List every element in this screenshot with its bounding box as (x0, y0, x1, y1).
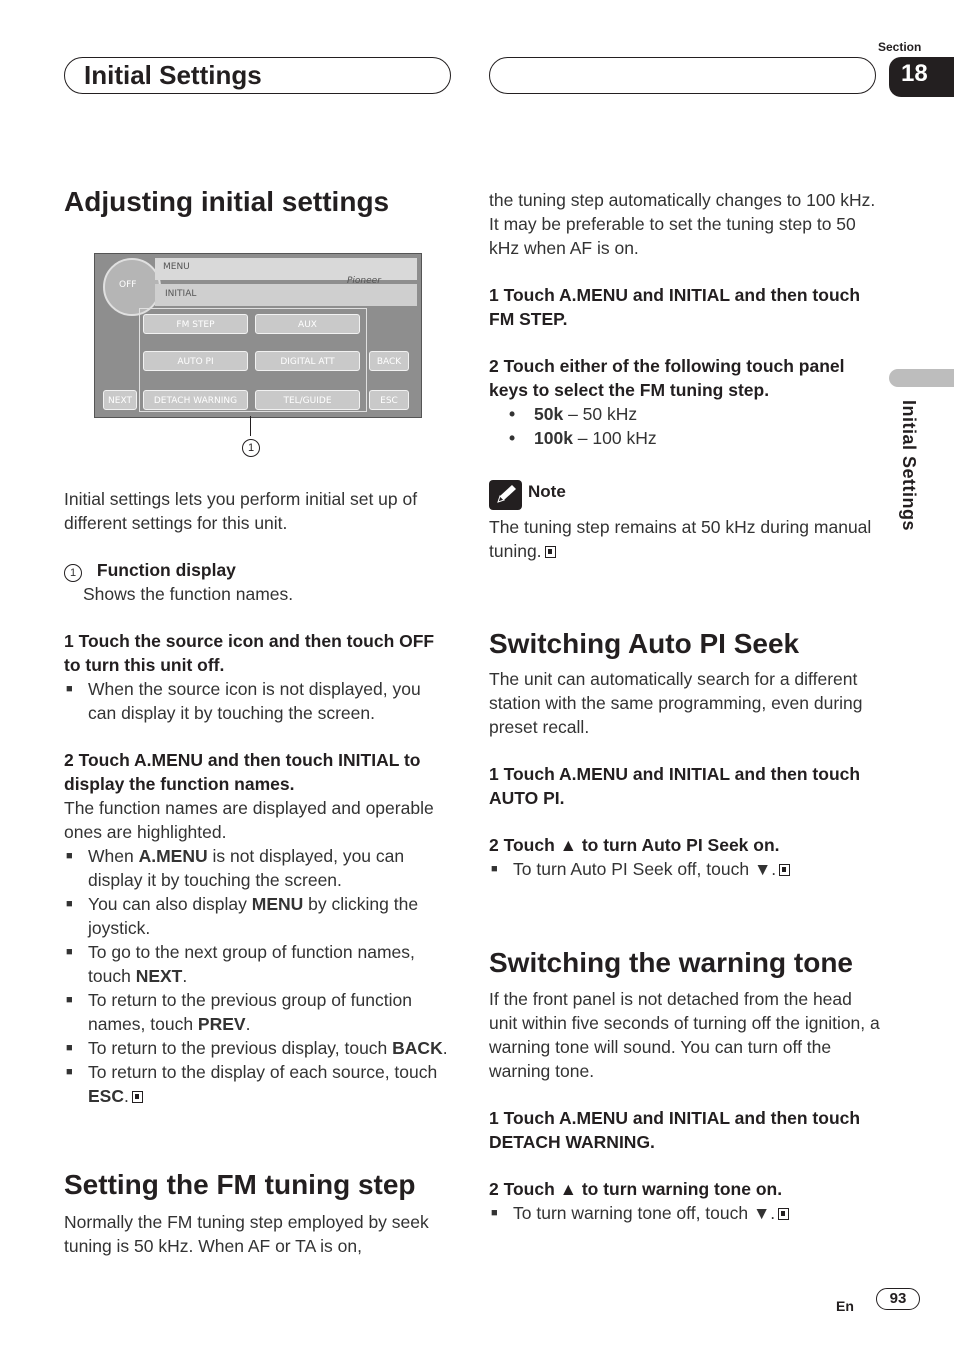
header-title: Initial Settings (84, 60, 262, 90)
end-mark-icon (132, 1091, 143, 1103)
note-pencil-icon (489, 480, 522, 510)
next-button[interactable]: NEXT (103, 390, 137, 410)
screen-initial-label: INITIAL (165, 289, 197, 299)
right-column-text (489, 188, 881, 450)
auto-pi-bullet: ■ To turn Auto PI Seek off, touch ▼. (489, 857, 881, 881)
heading-warning-tone: Switching the warning tone (489, 947, 853, 978)
bullet-next: ■ To go to the next group of function names, touch NEXT. (64, 940, 452, 988)
footer-lang: En (836, 1298, 854, 1314)
option-50k: • 50k – 50 kHz (489, 402, 881, 426)
screen-off-label: OFF (119, 280, 137, 290)
fm-paragraph: Normally the FM tuning step employed by seek tuning is 50 kHz. When AF or TA is on, (64, 1212, 429, 1256)
back-button[interactable]: BACK (369, 351, 409, 371)
heading-adjusting-initial-settings: Adjusting initial settings (64, 186, 390, 217)
auto-pi-button[interactable]: AUTO PI (143, 351, 248, 371)
section-number: 18 (889, 57, 954, 97)
heading-auto-pi-seek: Switching Auto PI Seek (489, 628, 800, 659)
function-display-item: 1 Function display (64, 558, 452, 582)
step-1: 1 Touch the source icon and then touch OFF to turn this unit off. (64, 631, 435, 675)
end-mark-icon (779, 864, 790, 876)
step-1-bullet: ■ When the source icon is not displayed, you can display it by touching the screen. (64, 677, 452, 725)
warning-step-1: 1 Touch A.MENU and INITIAL and then touch DETACH WARNING. (489, 1108, 861, 1152)
section-label: Section (878, 40, 922, 54)
header-empty-pill (489, 57, 876, 94)
fm-step-1: 1 Touch A.MENU and INITIAL and then touch FM STEP. (489, 285, 861, 329)
fm-continued: the tuning step automatically changes to 100 kHz. It may be preferable to set the tuning step to 50 kHz when AF is on. (489, 190, 876, 258)
initial-settings-screen (94, 253, 422, 418)
fm-step-2: 2 Touch either of the following touch panel keys to select the FM tuning step. (489, 356, 845, 400)
detach-warning-button[interactable]: DETACH WARNING (143, 390, 248, 410)
callout-number: 1 (242, 438, 260, 457)
side-label: Initial Settings (899, 400, 919, 532)
esc-button[interactable]: ESC (369, 390, 409, 410)
warning-step-2: 2 Touch ▲ to turn warning tone on. (489, 1179, 783, 1199)
heading-fm-tuning-step: Setting the FM tuning step (64, 1169, 416, 1200)
left-column-text (64, 487, 452, 1108)
warning-tone-section (489, 987, 881, 1225)
note-text: The tuning step remains at 50 kHz during manual tuning. (489, 517, 872, 561)
screen-menu-label: MENU (163, 262, 190, 272)
bullet-esc: ■ To return to the display of each source, touch ESC. (64, 1060, 452, 1108)
side-tab (889, 369, 954, 387)
digital-att-button[interactable]: DIGITAL ATT (255, 351, 360, 371)
warning-bullet: ■ To turn warning tone off, touch ▼. (489, 1201, 881, 1225)
intro-paragraph: Initial settings lets you perform initial set up of different settings for this unit. (64, 489, 418, 533)
tel-guide-button[interactable]: TEL/GUIDE (255, 390, 360, 410)
step-2: 2 Touch A.MENU and then touch INITIAL to display the function names. (64, 750, 421, 794)
screen-brand: Pioneer (347, 276, 381, 286)
option-100k: • 100k – 100 kHz (489, 426, 881, 450)
end-mark-icon (545, 546, 556, 558)
warning-tone-paragraph: If the front panel is not detached from the head unit within five seconds of turning off the ignition, a warning tone will sound. You can turn off the warning tone. (489, 989, 880, 1081)
auto-pi-paragraph: The unit can automatically search for a different station with the same programming, even during preset recall. (489, 669, 863, 737)
end-mark-icon (778, 1208, 789, 1220)
bullet-menu: ■ You can also display MENU by clicking the joystick. (64, 892, 452, 940)
page-number: 93 (876, 1288, 920, 1310)
fm-step-button[interactable]: FM STEP (143, 314, 248, 334)
bullet-prev: ■ To return to the previous group of function names, touch PREV. (64, 988, 452, 1036)
auto-pi-step-1: 1 Touch A.MENU and INITIAL and then touch AUTO PI. (489, 764, 861, 808)
step-2-paragraph: The function names are displayed and operable ones are highlighted. (64, 798, 434, 842)
function-display-desc: Shows the function names. (83, 584, 294, 604)
bullet-back: ■ To return to the previous display, touch BACK. (64, 1036, 452, 1060)
callout-line (250, 416, 251, 436)
auto-pi-step-2: 2 Touch ▲ to turn Auto PI Seek on. (489, 835, 780, 855)
aux-button[interactable]: AUX (255, 314, 360, 334)
note-label: Note (528, 482, 566, 501)
auto-pi-section (489, 667, 881, 881)
bullet-amenu: ■ When A.MENU is not displayed, you can display it by touching the screen. (64, 844, 452, 892)
